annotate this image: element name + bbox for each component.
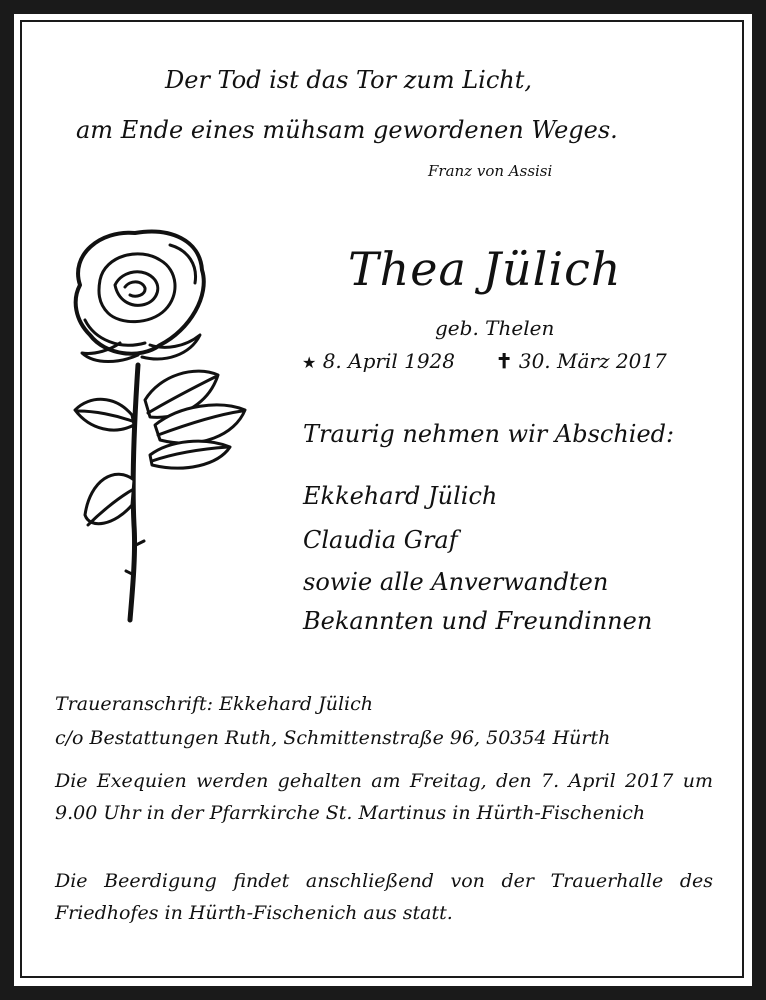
cross-icon: ✝	[495, 349, 513, 373]
deceased-name: Thea Jülich	[348, 242, 622, 296]
maiden-name: geb. Thelen	[435, 316, 555, 340]
mourner-name: sowie alle Anverwandten	[303, 568, 609, 596]
mourner-name: Bekannten und Freundinnen	[303, 607, 653, 635]
quote-line-1: Der Tod ist das Tor zum Licht,	[165, 66, 532, 94]
address-line-1: Traueranschrift: Ekkehard Jülich	[55, 693, 373, 715]
mourner-name: Ekkehard Jülich	[303, 482, 498, 510]
farewell-heading: Traurig nehmen wir Abschied:	[303, 420, 675, 448]
address-line-2: c/o Bestattungen Ruth, Schmittenstraße 96, 50354 Hürth	[55, 727, 611, 749]
death-date: 30. März 2017	[518, 349, 667, 373]
service-paragraph: Die Exequien werden gehalten am Freitag, den 7. April 2017 um 9.00 Uhr in der Pfarrkirche St. Martinus in Hürth-Fischenich	[55, 770, 713, 824]
burial-paragraph: Die Beerdigung findet anschließend von der Trauerhalle des Friedhofes in Hürth-Fischenich aus statt.	[55, 870, 713, 924]
quote-author: Franz von Assisi	[428, 162, 553, 180]
quote-line-2: am Ende eines mühsam gewordenen Weges.	[76, 116, 618, 144]
mourner-name: Claudia Graf	[303, 526, 458, 554]
rose-illustration-icon	[60, 225, 260, 625]
star-icon: ★	[302, 353, 317, 372]
dates-row	[302, 349, 667, 373]
birth-date: 8. April 1928	[322, 349, 455, 373]
